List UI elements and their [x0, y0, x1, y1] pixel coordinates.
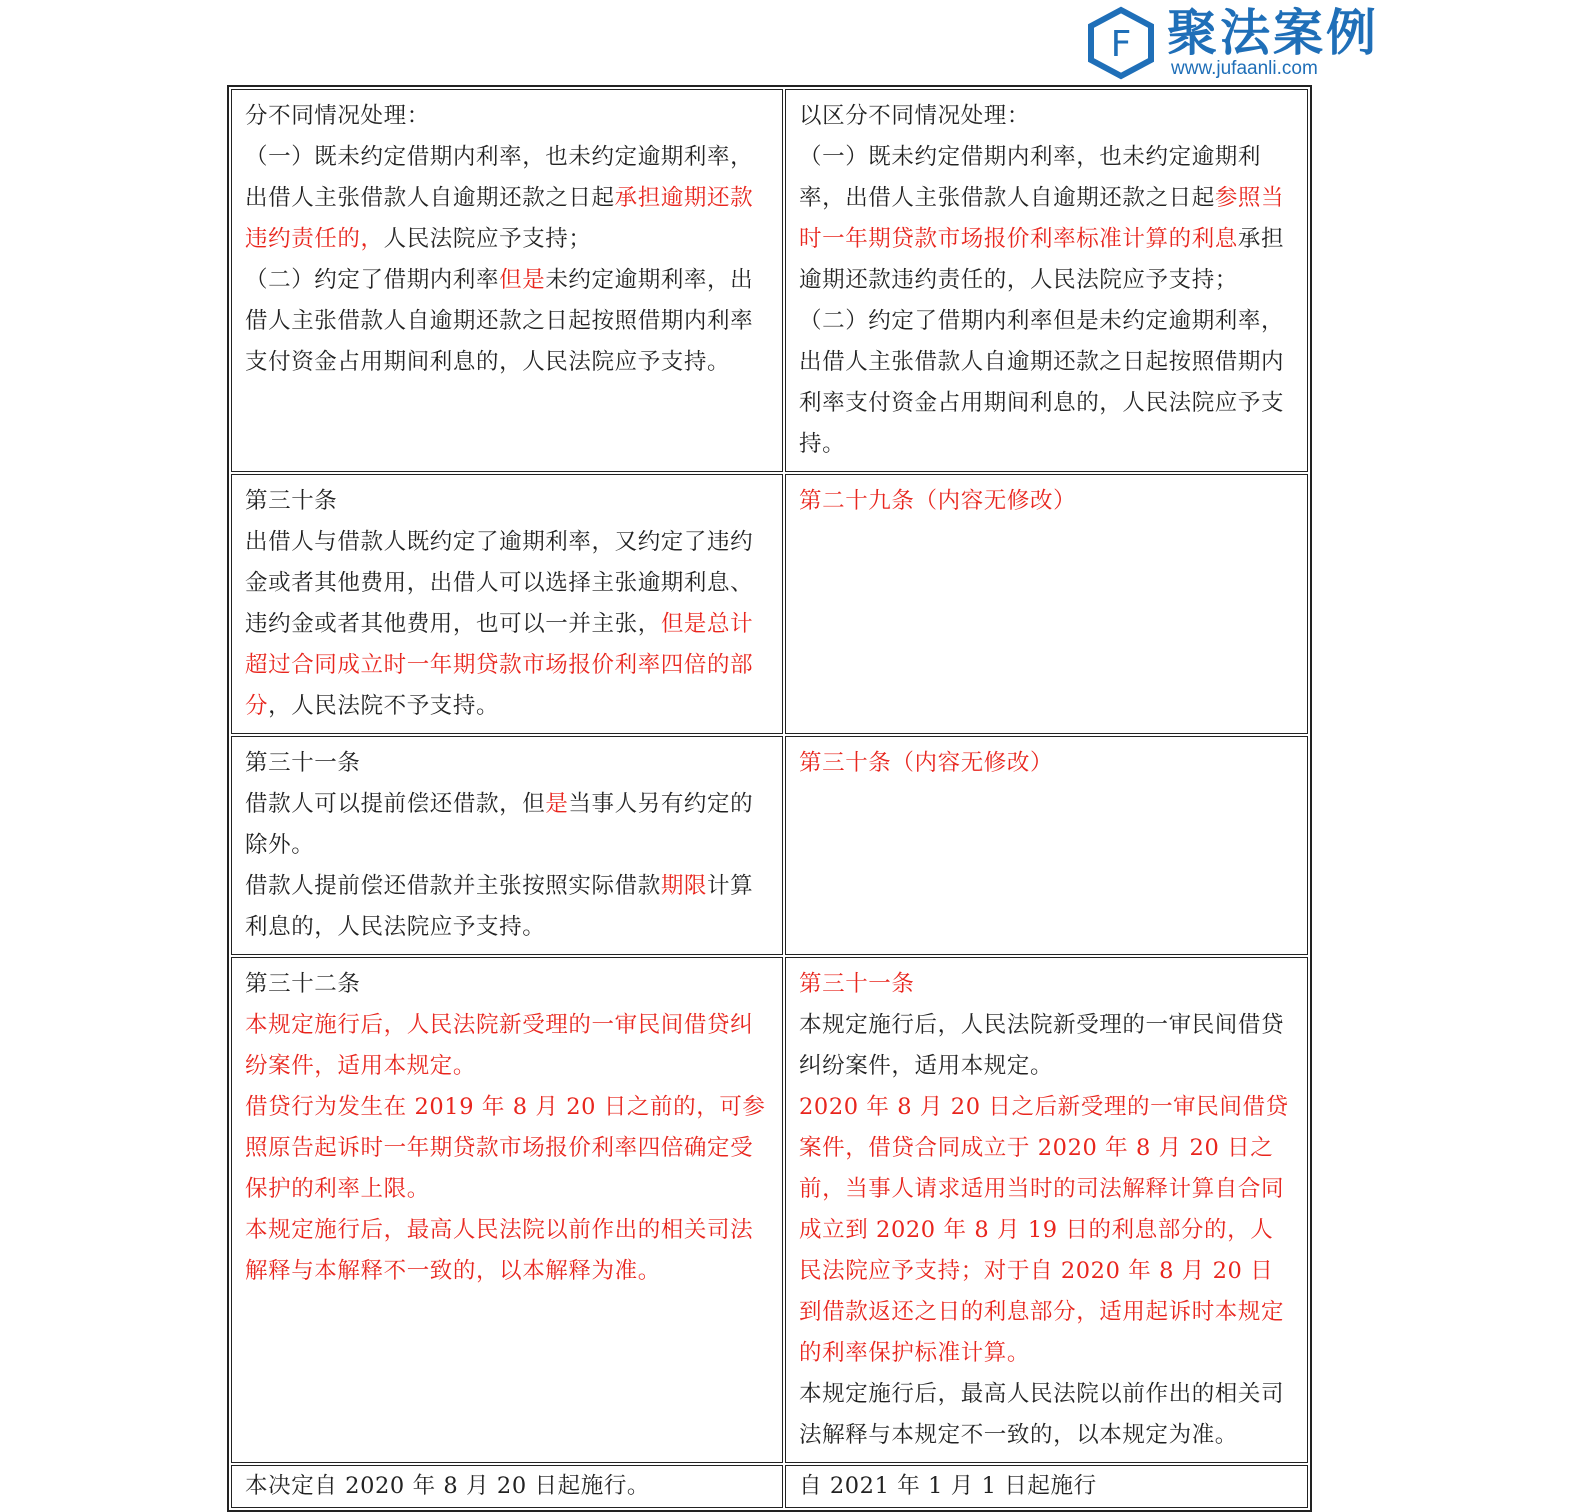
- unchanged-note: 第二十九条（内容无修改）: [799, 488, 1077, 514]
- left-cell: [231, 474, 783, 734]
- paragraph: 以区分不同情况处理：: [799, 103, 1031, 129]
- paragraph: 分不同情况处理：: [245, 103, 430, 129]
- article-title: 第三十一条: [245, 750, 361, 776]
- logo-name: 聚法案例: [1167, 4, 1379, 62]
- right-cell: [785, 474, 1308, 734]
- table-row: [231, 474, 1308, 734]
- right-cell: [785, 957, 1308, 1463]
- unchanged-note: 第三十条（内容无修改）: [799, 750, 1054, 776]
- paragraph: 本规定施行后，最高人民法院以前作出的相关司法解释与本规定不一致的，以本规定为准。: [799, 1381, 1285, 1448]
- left-cell: [231, 736, 783, 955]
- paragraph: 借款人提前偿还借款并主张按照实际借款期限计算利息的，人民法院应予支持。: [245, 873, 754, 940]
- article-title: 第三十一条: [799, 971, 915, 997]
- paragraph: 借款人可以提前偿还借款，但是当事人另有约定的除外。: [245, 791, 754, 858]
- table-row: [231, 736, 1308, 955]
- article-title: 第三十二条: [245, 971, 361, 997]
- paragraph: （二）约定了借期内利率但是未约定逾期利率，出借人主张借款人自逾期还款之日起按照借期内利率支付资金占用期间利息的，人民法院应予支持。: [799, 308, 1285, 457]
- comparison-table: [227, 85, 1312, 1512]
- left-cell: [231, 89, 783, 472]
- paragraph: 本规定施行后，最高人民法院以前作出的相关司法解释与本解释不一致的，以本解释为准。: [245, 1217, 754, 1284]
- effective-date: 自 2021 年 1 月 1 日起施行: [799, 1473, 1097, 1499]
- right-cell: [785, 1465, 1308, 1508]
- left-cell: [231, 1465, 783, 1508]
- table-row: [231, 957, 1308, 1463]
- paragraph: 借贷行为发生在 2019 年 8 月 20 日之前的，可参照原告起诉时一年期贷款市场报价利率四倍确定受保护的利率上限。: [245, 1094, 766, 1202]
- paragraph: 出借人与借款人既约定了逾期利率，又约定了违约金或者其他费用，出借人可以选择主张逾期利息、违约金或者其他费用，也可以一并主张，但是总计超过合同成立时一年期贷款市场报价利率四倍的部分，人民法院不予支持。: [245, 529, 754, 719]
- paragraph: （一）既未约定借期内利率，也未约定逾期利率，出借人主张借款人自逾期还款之日起承担逾期还款违约责任的，人民法院应予支持；: [245, 144, 754, 252]
- paragraph: （一）既未约定借期内利率，也未约定逾期利率，出借人主张借款人自逾期还款之日起参照当时一年期贷款市场报价利率标准计算的利息承担逾期还款违约责任的，人民法院应予支持；: [799, 144, 1285, 293]
- table-row: [231, 1465, 1308, 1508]
- table-row: [231, 89, 1308, 472]
- brand-logo[interactable]: [1085, 4, 1379, 84]
- paragraph: 本规定施行后，人民法院新受理的一审民间借贷纠纷案件，适用本规定。: [799, 1012, 1285, 1079]
- logo-url[interactable]: www.jufaanli.com: [1171, 58, 1318, 79]
- article-title: 第三十条: [245, 488, 338, 514]
- effective-date: 本决定自 2020 年 8 月 20 日起施行。: [245, 1473, 651, 1499]
- paragraph: 2020 年 8 月 20 日之后新受理的一审民间借贷案件，借贷合同成立于 2020 年 8 月 20 日之前，当事人请求适用当时的司法解释计算自合同成立到 2020 年 8 月 19 日的利息部分的，人民法院应予支持；对于自 2020 年 8 月 20 日到借款返还之日的利息部分，适用起诉时本规定的利率保护标准计算。: [799, 1094, 1289, 1366]
- paragraph: 本规定施行后，人民法院新受理的一审民间借贷纠纷案件，适用本规定。: [245, 1012, 754, 1079]
- paragraph: （二）约定了借期内利率但是未约定逾期利率，出借人主张借款人自逾期还款之日起按照借期内利率支付资金占用期间利息的，人民法院应予支持。: [245, 267, 754, 375]
- right-cell: [785, 89, 1308, 472]
- right-cell: [785, 736, 1308, 955]
- logo-hexagon-icon: [1085, 6, 1157, 80]
- left-cell: [231, 957, 783, 1463]
- logo-letter: F: [1110, 24, 1132, 65]
